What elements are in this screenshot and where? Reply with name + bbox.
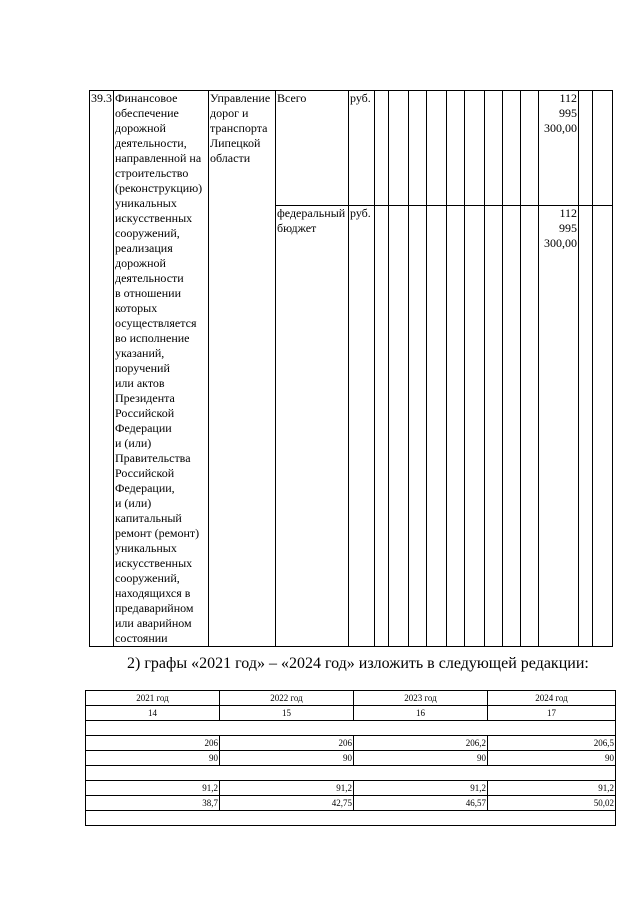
- description-line: Российской: [115, 406, 175, 420]
- value-cell: 50,02: [488, 796, 616, 811]
- empty-cell: [427, 205, 447, 646]
- program-table: [89, 90, 613, 647]
- description-line: деятельности,: [115, 136, 187, 150]
- description-line: указаний,: [115, 346, 165, 360]
- table-row: [86, 766, 616, 781]
- empty-row-cell: [86, 721, 616, 736]
- unit-cell: руб.: [349, 91, 375, 206]
- empty-cell: [409, 91, 427, 206]
- empty-cell: [465, 205, 485, 646]
- description-line: искусственных: [115, 211, 193, 225]
- description-line: находящихся в: [115, 586, 191, 600]
- description-line: деятельности: [115, 271, 184, 285]
- empty-cell: [503, 205, 521, 646]
- empty-cell: [447, 205, 465, 646]
- value-cell: 206,2: [354, 736, 488, 751]
- value-cell: 46,57: [354, 796, 488, 811]
- description-line: искусственных: [115, 556, 193, 570]
- description-line: которых: [115, 301, 158, 315]
- description-line: дорожной: [115, 256, 166, 270]
- empty-cell: [485, 91, 503, 206]
- year-header: 2024 год: [488, 691, 616, 706]
- description-line: уникальных: [115, 541, 177, 555]
- description-line: строительство: [115, 166, 189, 180]
- value-cell: 206: [86, 736, 220, 751]
- empty-row-cell: [86, 811, 616, 826]
- table-row: [86, 811, 616, 826]
- value-cell: 90: [488, 751, 616, 766]
- column-number: 14: [86, 706, 220, 721]
- value-cell: 112 995 300,00: [539, 91, 579, 206]
- executor-line: области: [210, 151, 251, 165]
- description-line: и (или): [115, 496, 152, 510]
- description-line: или аварийном: [115, 616, 192, 630]
- description-line: капитальный: [115, 511, 182, 525]
- description-line: и (или): [115, 436, 152, 450]
- description-line: во исполнение: [115, 331, 190, 345]
- column-number: 17: [488, 706, 616, 721]
- empty-cell: [427, 91, 447, 206]
- value-cell: 91,2: [354, 781, 488, 796]
- description-line: Финансовое: [115, 91, 178, 105]
- year-header: 2022 год: [220, 691, 354, 706]
- executor-line: дорог и: [210, 106, 249, 120]
- value-cell: 90: [220, 751, 354, 766]
- table-row: [86, 736, 616, 751]
- empty-cell: [521, 205, 539, 646]
- table-row: [86, 751, 616, 766]
- value-cell: 112 995 300,00: [539, 205, 579, 646]
- description-line: уникальных: [115, 196, 177, 210]
- column-number: 16: [354, 706, 488, 721]
- empty-cell: [579, 91, 593, 206]
- years-table: [85, 690, 616, 826]
- empty-cell: [521, 91, 539, 206]
- value-cell: 38,7: [86, 796, 220, 811]
- empty-cell: [409, 205, 427, 646]
- description-line: реализация: [115, 241, 173, 255]
- row-executor: [209, 91, 276, 647]
- year-header: 2023 год: [354, 691, 488, 706]
- description-line: в отношении: [115, 286, 182, 300]
- table-row: [86, 781, 616, 796]
- empty-row-cell: [86, 766, 616, 781]
- description-line: сооружений,: [115, 571, 180, 585]
- value-cell: 90: [86, 751, 220, 766]
- empty-cell: [579, 205, 593, 646]
- description-line: поручений: [115, 361, 170, 375]
- value-cell: 91,2: [220, 781, 354, 796]
- empty-cell: [375, 91, 389, 206]
- empty-cell: [465, 91, 485, 206]
- source-name: федеральный бюджет: [276, 205, 349, 646]
- description-line: Российской: [115, 466, 175, 480]
- row-number: 39.3: [90, 91, 114, 647]
- empty-cell: [375, 205, 389, 646]
- unit-cell: руб.: [349, 205, 375, 646]
- header-row: [86, 691, 616, 706]
- description-line: предаварийном: [115, 601, 194, 615]
- description-line: дорожной: [115, 121, 166, 135]
- column-number-row: [86, 706, 616, 721]
- row-description: [114, 91, 209, 647]
- description-line: Федерации,: [115, 481, 175, 495]
- value-cell: 206: [220, 736, 354, 751]
- description-line: ремонт (ремонт): [115, 526, 200, 540]
- empty-cell: [389, 205, 409, 646]
- description-line: обеспечение: [115, 106, 179, 120]
- empty-cell: [593, 205, 613, 646]
- table-row: [86, 796, 616, 811]
- value-cell: 91,2: [488, 781, 616, 796]
- description-line: или актов: [115, 376, 165, 390]
- description-line: (реконструкцию): [115, 181, 203, 195]
- executor-line: транспорта: [210, 121, 268, 135]
- description-line: осуществляется: [115, 316, 197, 330]
- executor-line: Управление: [210, 91, 271, 105]
- column-number: 15: [220, 706, 354, 721]
- empty-cell: [389, 91, 409, 206]
- description-line: направленной на: [115, 151, 202, 165]
- year-header: 2021 год: [86, 691, 220, 706]
- empty-cell: [503, 91, 521, 206]
- empty-cell: [485, 205, 503, 646]
- value-cell: 206,5: [488, 736, 616, 751]
- amendment-paragraph: 2) графы «2021 год» – «2024 год» изложить в следующей редакции:: [127, 655, 589, 672]
- description-line: Федерации: [115, 421, 172, 435]
- empty-cell: [447, 91, 465, 206]
- value-cell: 90: [354, 751, 488, 766]
- table-row: [86, 721, 616, 736]
- empty-cell: [593, 91, 613, 206]
- value-cell: 42,75: [220, 796, 354, 811]
- description-line: сооружений,: [115, 226, 180, 240]
- executor-line: Липецкой: [210, 136, 261, 150]
- description-line: состоянии: [115, 631, 168, 645]
- description-line: Президента: [115, 391, 175, 405]
- description-line: Правительства: [115, 451, 191, 465]
- value-cell: 91,2: [86, 781, 220, 796]
- source-name: Всего: [276, 91, 349, 206]
